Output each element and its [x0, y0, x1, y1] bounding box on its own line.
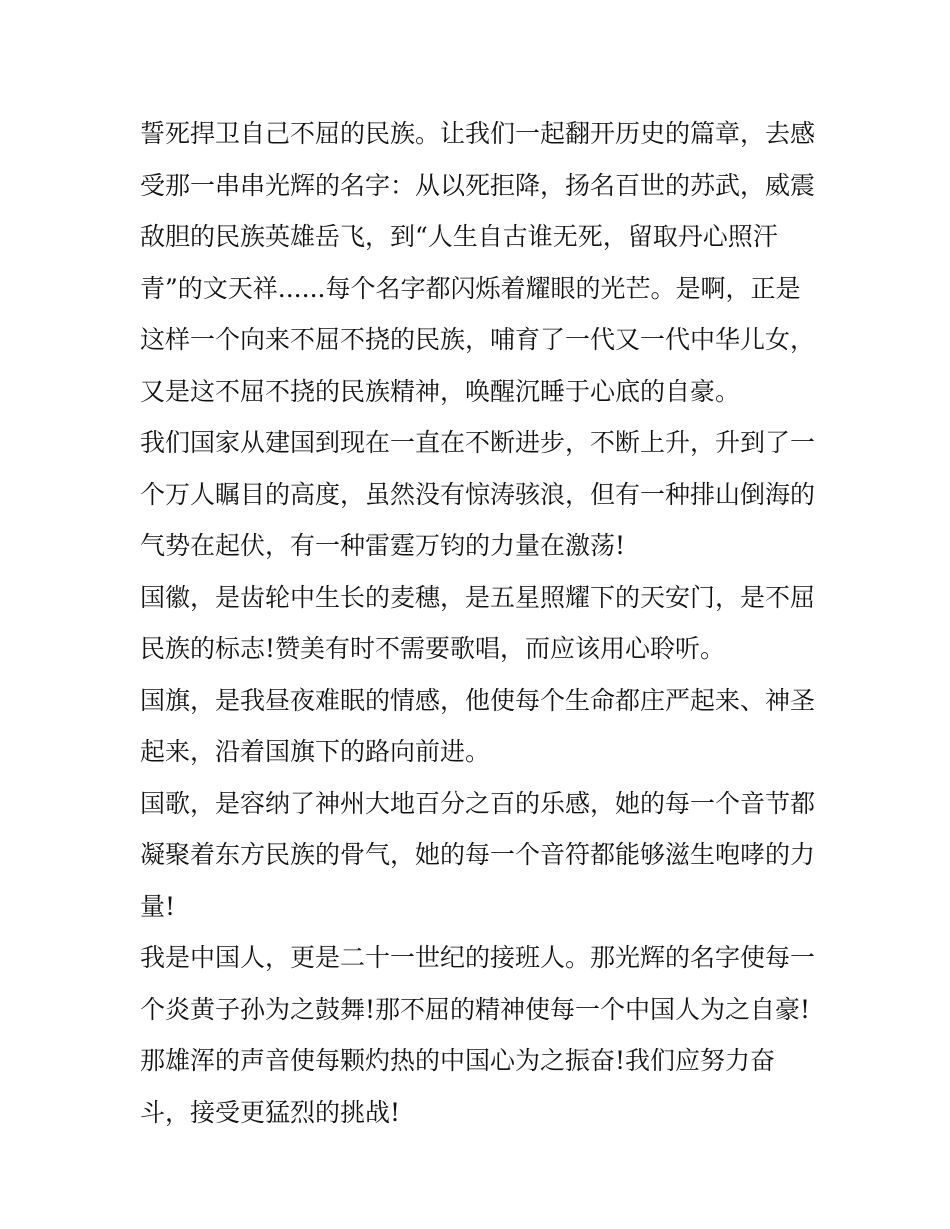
text-line: 量! [140, 891, 176, 921]
text-line: 斗，接受更猛烈的挑战! [140, 1097, 401, 1127]
text-line: 国徽，是齿轮中生长的麦穗，是五星照耀下的天安门，是不屈 [140, 582, 816, 612]
text-line: 气势在起伏，有一种雷霆万钧的力量在激荡! [140, 531, 626, 560]
text-body [140, 108, 820, 1138]
text-line: 我是中国人，更是二十一世纪的接班人。那光辉的名字使每一 [140, 943, 816, 972]
text-line: 民族的标志!赞美有时不需要歌唱，而应该用心聆听。 [140, 634, 726, 663]
text-line: 个万人瞩目的高度，虽然没有惊涛骇浪，但有一种排山倒海的 [140, 479, 816, 509]
text-line: 又是这不屈不挠的民族精神，唤醒沉睡于心底的自豪。 [140, 376, 741, 406]
text-line: 个炎黄子孙为之鼓舞!那不屈的精神使每一个中国人为之自豪! [140, 994, 811, 1024]
text-line: 受那一串串光辉的名字：从以死拒降，扬名百世的苏武，威震 [140, 170, 816, 200]
text-line: 青”的文天祥......每个名字都闪烁着耀眼的光芒。是啊，正是 [140, 273, 801, 303]
text-line: 我们国家从建国到现在一直在不断进步，不断上升，升到了一 [140, 428, 816, 457]
text-line: 起来，沿着国旗下的路向前进。 [140, 737, 491, 766]
text-line: 敌胆的民族英雄岳飞，到“人生自古谁无死，留取丹心照汗 [140, 222, 778, 251]
text-line: 这样一个向来不屈不挠的民族，哺育了一代又一代中华儿女， [140, 325, 816, 354]
text-line: 国旗，是我昼夜难眠的情感，他使每个生命都庄严起来、神圣 [140, 685, 816, 715]
text-line: 那雄浑的声音使每颗灼热的中国心为之振奋!我们应努力奋 [140, 1046, 776, 1075]
text-line: 国歌，是容纳了神州大地百分之百的乐感，她的每一个音节都 [140, 788, 816, 818]
text-line: 凝聚着东方民族的骨气，她的每一个音符都能够滋生咆哮的力 [140, 840, 816, 869]
text-line: 誓死捍卫自己不屈的民族。让我们一起翻开历史的篇章，去感 [140, 119, 816, 148]
